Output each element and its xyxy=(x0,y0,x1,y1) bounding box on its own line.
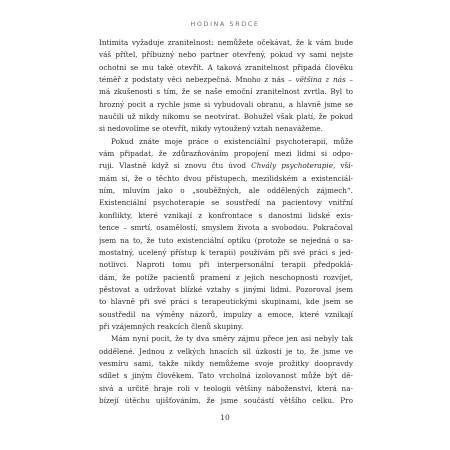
text-line: pěstovat a udržovat blízké vztahy s jinými lidmi. Pozoroval jsem xyxy=(99,284,353,294)
text-line: mám si, že o těchto dvou přístupech, mezilidském a existenciál- xyxy=(99,173,353,183)
text-line: Intimita vyžaduje zranitelnost: nemůžete očekávat, že k vám bude xyxy=(99,38,353,47)
text-line: váš přítel, příbuzný nebo partner otevřený, pokud vy sami nejste xyxy=(99,50,353,60)
text-line: Pokud znáte moje práce o existenciální psychoterapii, může xyxy=(111,136,353,146)
text-line: soustředil na výměny názorů, impulzy a emoce, které vznikají xyxy=(99,309,353,319)
text-line: Existenciální psychoterapie se soustředí na pacientovy vnitřní xyxy=(99,198,353,208)
text-line: konflikty, které vznikají z konfrontace s danostmi lidské exis- xyxy=(99,210,353,220)
text-line: má zkušenosti s tím, že se naše emoční zranitelnost zvrtla. Byl to xyxy=(99,87,353,97)
text-line: sivá a určitě hraje roli v teologii většiny náboženství, která na- xyxy=(99,383,353,393)
body-text xyxy=(99,37,353,407)
text-line: ruji. Vlastně když si znovu čtu úvod Chvály psychoterapie, vší- xyxy=(99,161,353,171)
text-line: mostatný, ucelený přístup k terapii) používám při své práci s jed- xyxy=(99,247,353,257)
text-line: vesmíru sami, takže nikdy nemůžeme svoje prožitky doopravdy xyxy=(99,358,353,368)
text-line: Mám nyní pocit, že ty dva směry zájmu přece jen asi nebyly tak xyxy=(111,334,353,344)
text-line: téměř z podstaty věci nebezpečná. Mnoho z nás – většina z nás – xyxy=(99,75,353,85)
text-line: sdílet s jiným člověkem. Tato vrcholná izolovanost může být dě- xyxy=(99,371,353,381)
text-line: ochotni se mu také otevřít. A taková zranitelnost připadá člověku xyxy=(99,62,353,72)
text-line: oddělené. Jednou z velkých hnacích sil úzkosti je to, že jsme ve xyxy=(99,346,353,356)
text-line: jsem na to, že tuto existenciální optiku (protože se nejedná o sa- xyxy=(99,235,353,245)
text-line: tence – smrtí, osamělostí, smyslem života a svobodou. Pokračoval xyxy=(99,223,353,233)
text-line: naučili už nikdy nikomu se neotvírat. Bohužel však platí, že pokud xyxy=(99,112,353,122)
running-head: HODINA SRDCE xyxy=(190,20,260,28)
text-line: při vzájemných reakcích členů skupiny. xyxy=(99,321,244,331)
text-line: vám připadat, že zdůrazňováním propojení mezi lidmi si odpo- xyxy=(99,149,353,159)
text-line: to hlavně při své práci s terapeutickými skupinami, kde jsem se xyxy=(99,297,353,307)
text-line: si nedovolíme se otevřít, nikdy vytoužený vztah nenavážeme. xyxy=(99,124,323,134)
page-number: 10 xyxy=(220,413,230,422)
text-line: hrozný pocit a rychle jsme si vybudovali obranu, a hlavně jsme se xyxy=(99,99,353,109)
text-line: bízejí útěchu ujišťováním, že jsme součástí většího celku. Pro xyxy=(99,395,353,405)
text-line: ním, mluvím jako o „souběžných, ale oddělených zájmech“. xyxy=(99,186,353,196)
text-line: dám, že potíže pacientů pramení z jejich neschopnosti rozvíjet, xyxy=(99,272,353,282)
text-line: notlivci. Naproti tomu při interpersonální terapii předpoklá- xyxy=(99,260,353,270)
